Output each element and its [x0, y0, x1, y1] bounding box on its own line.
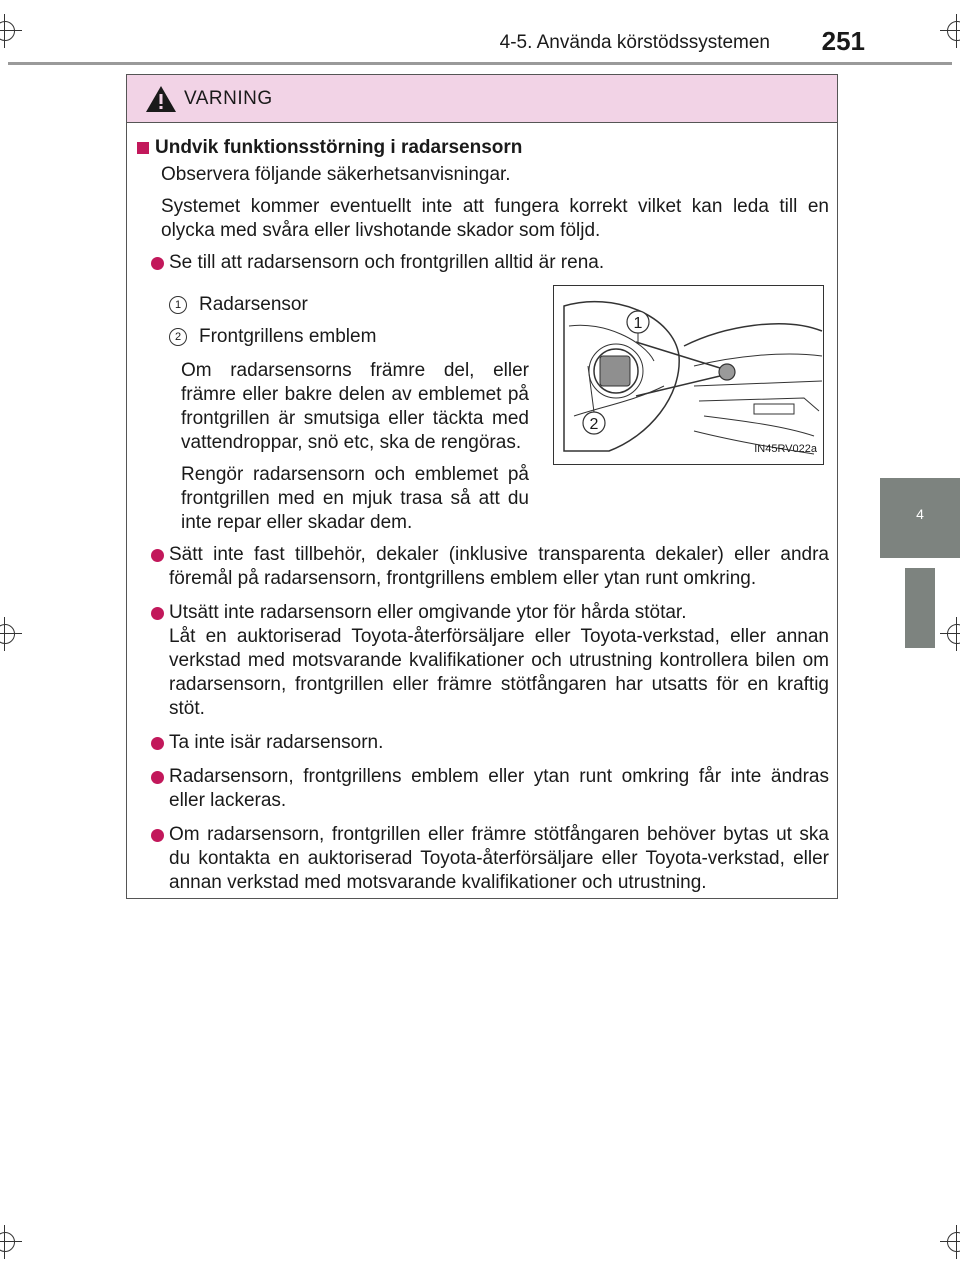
- page-number: 251: [821, 26, 865, 56]
- warning-heading-text: Undvik funktionsstörning i radarsensorn: [155, 137, 523, 158]
- svg-text:2: 2: [589, 416, 599, 433]
- square-bullet-icon: [137, 142, 149, 154]
- legend-description: [169, 359, 529, 535]
- list-item: [137, 543, 829, 591]
- legend-item: [169, 289, 529, 321]
- list-item: [137, 601, 829, 721]
- figure-legend: [169, 289, 529, 543]
- legend-description-2: Rengör radarsensorn och emblemet på frontgrillen med en mjuk trasa så att du inte repar eller skadar dem.: [181, 464, 529, 533]
- registration-mark-bottom-right: [940, 1225, 960, 1259]
- intro-text-1: Observera följande säkerhetsanvisningar.: [161, 164, 511, 185]
- warning-triangle-icon: [145, 85, 177, 113]
- figure-area: [137, 285, 829, 535]
- warning-header: [127, 75, 837, 123]
- warning-heading: [137, 136, 829, 160]
- round-bullet-icon: [151, 607, 164, 620]
- list-item: [137, 765, 829, 813]
- chapter-number: 4: [916, 506, 924, 522]
- legend-text: Radarsensor: [199, 294, 308, 315]
- round-bullet-icon: [151, 257, 164, 270]
- list-item: [137, 251, 829, 275]
- bullet-text: Sätt inte fast tillbehör, dekaler (inklusive transparenta dekaler) eller andra föremål på radarsensorn, frontgrillens emblem eller ytan runt omkring.: [169, 544, 829, 589]
- intro-text-2: Systemet kommer eventuellt inte att fungera korrekt vilket kan leda till en olycka med svåra eller livshotande skador som följd.: [161, 196, 829, 241]
- round-bullet-icon: [151, 737, 164, 750]
- list-item: [137, 823, 829, 895]
- bullet-text: Utsätt inte radarsensorn eller omgivande ytor för hårda stötar.: [169, 602, 687, 623]
- callout-number-2: 2: [169, 328, 187, 346]
- legend-text: Frontgrillens emblem: [199, 326, 377, 347]
- list-item: [137, 731, 829, 755]
- bullet-text: Se till att radarsensorn och frontgrillen alltid är rena.: [169, 252, 605, 273]
- legend-description-1: Om radarsensorns främre del, eller främre eller bakre delen av emblemet på frontgrillen är smutsiga eller täckta med vattendroppar, snö etc, ska de rengöras.: [181, 360, 529, 453]
- callout-number-1: 1: [169, 296, 187, 314]
- chapter-label-tab: [871, 568, 935, 665]
- chapter-tab[interactable]: [880, 478, 960, 558]
- bullet-text: Radarsensorn, frontgrillens emblem eller ytan runt omkring får inte ändras eller lackeras.: [169, 766, 829, 811]
- registration-mark-mid-left: [0, 617, 22, 651]
- header-rule: [8, 62, 952, 65]
- warning-content: [127, 123, 839, 905]
- bullet-text: Ta inte isär radarsensorn.: [169, 732, 384, 753]
- legend-item: [169, 321, 529, 353]
- registration-mark-mid-right: [940, 617, 960, 651]
- section-title: 4-5. Använda körstödssystemen: [499, 32, 770, 53]
- svg-text:1: 1: [633, 315, 643, 332]
- bullet-text-extra: Låt en auktoriserad Toyota-återförsäljare eller Toyota-verkstad, eller annan verkstad med motsvarande kvalifikationer och utrustning kontrollera bilen om radarsensorn, frontgrillen eller främre stötfångaren har utsatts för en kraftig stöt.: [169, 626, 829, 719]
- car-front-illustration: [553, 285, 824, 465]
- round-bullet-icon: [151, 549, 164, 562]
- chapter-name: Körning: [871, 606, 891, 665]
- figure-code: IN45RV022a: [754, 443, 817, 455]
- bullet-text: Om radarsensorn, frontgrillen eller främre stötfångaren behöver bytas ut ska du kontakta en auktoriserad Toyota-återförsäljare eller Toyota-verkstad, eller annan verkstad med motsvarande kvalifikationer och utrustning.: [169, 824, 829, 893]
- page-header: [0, 28, 960, 58]
- warning-label: VARNING: [184, 88, 273, 109]
- registration-mark-bottom-left: [0, 1225, 22, 1259]
- warning-box: [126, 74, 838, 899]
- round-bullet-icon: [151, 829, 164, 842]
- round-bullet-icon: [151, 771, 164, 784]
